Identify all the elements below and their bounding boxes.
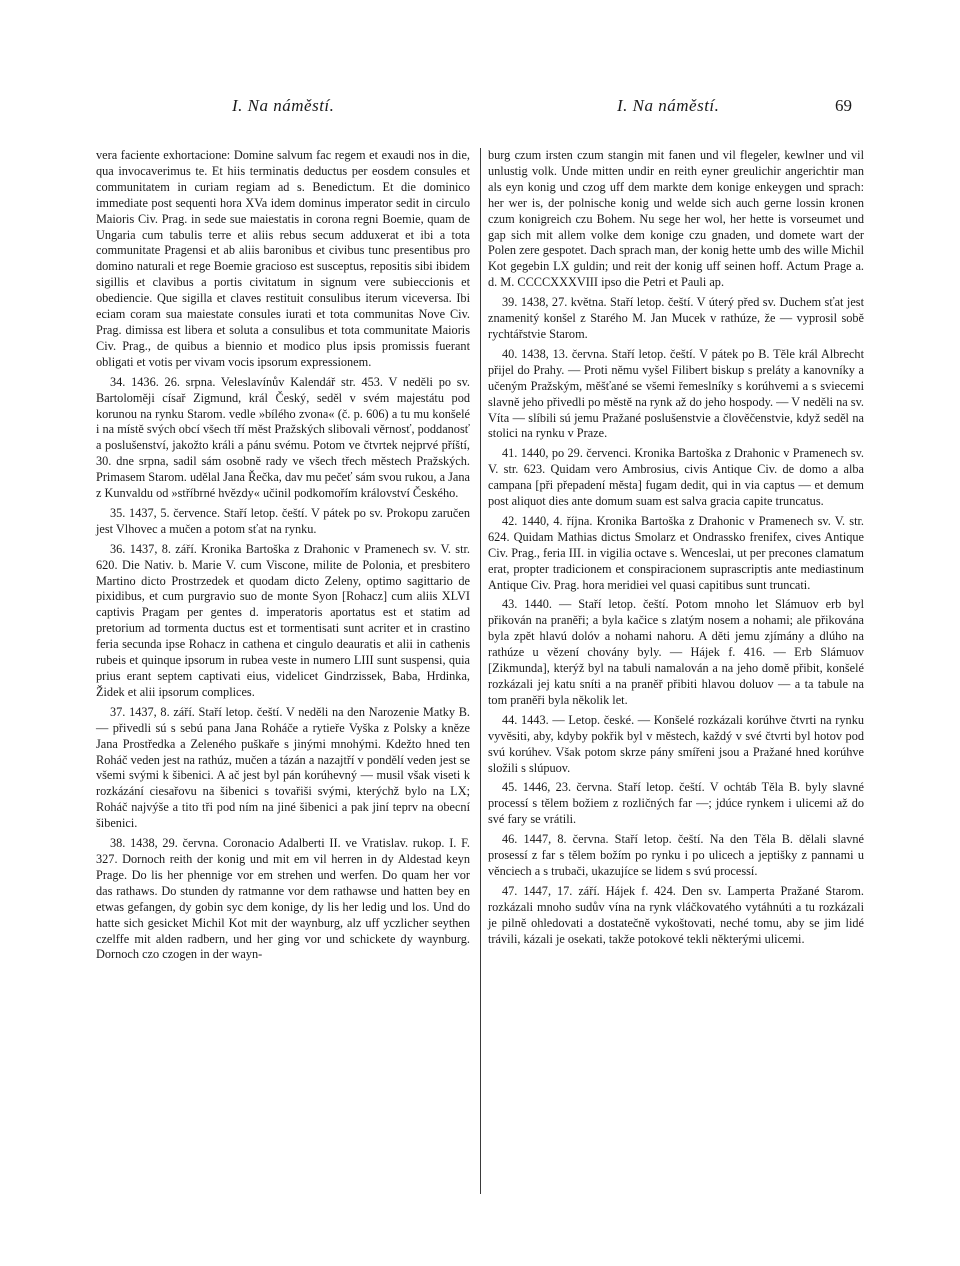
entry-39: 39. 1438, 27. května. Staří letop. čeští. V úterý před sv. Duchem sťat jest znamenitý konšel z Starého M. Jan Mucek v rathúze, že — vyprosil sobě rychtářstvie Starom. [488,295,864,341]
entry-41: 41. 1440, po 29. červenci. Kronika Bartoška z Drahonic v Pramenech sv. V. str. 623. Quidam vero Ambrosius, civis Antique Civ. de domo a alba campana [při přepadení města] fugam dedit, qui in via captus — et demum post aliquot dies ante domum suam est salva gracia capite truncatus. [488,446,864,509]
running-head-left: I. Na náměstí. [232,96,335,115]
entry-35: 35. 1437, 5. července. Staří letop. čeští. V pátek po sv. Prokopu zaručen jest Vlhovec a mučen a potom sťat na rynku. [96,505,470,536]
entry-46: 46. 1447, 8. června. Staří letop. čeští. Na den Těla B. dělali slavné prosessí z far s tělem božím po rynku i po ulicech a jeptišky z pannami u věnciech a s trubači, ukazujíce se lidem s svú processí. [488,832,864,878]
page-number: 69 [835,96,852,115]
running-head-right: I. Na náměstí. [617,96,720,115]
entry-43: 43. 1440. — Staří letop. čeští. Potom mnoho let Slámuov erb byl přikován na praněři; a byla kačice s zlatým nosem a nohami; ale přikována byla zpět hlavú dolóv a nohami nahoru. A děti jemu zjímány a dlúho na rathúze u vězení chovány byly. — Hájek f. 416. — Erb Slámuov [Zikmunda], kterýž byl na tabuli namalován a na jeho domě přibit, konšelé rozkázali jej katu sníti a na praněř přibiti hlavou doluov — a ta tabule na tom praněři byla několik let. [488,597,864,707]
entry-45: 45. 1446, 23. června. Staří letop. čeští. V ochtáb Těla B. byly slavné processí s tělem božiem z rozličných far —; jdúce rynkem i ulicemi až do své fary se vrátili. [488,780,864,827]
entry-36: 36. 1437, 8. září. Kronika Bartoška z Drahonic v Pramenech sv. V. str. 620. Die Nativ. b. Marie V. cum Viscone, milite de Polonia, et presbitero Martino dicto Prostrzedek et quodam dicto Zeleny, optimo sagittario de pixidibus, et cum purgravio suo de monte Syon [Rohacz] cum aliis XLVI captivis Pragam per gentes d. imperatoris aportatus est et statim ad pretorium ad tormenta ductus est et tormentisati sunt acriter et in crastino feria secunda ipse Rohacz in cathena et cingulo deauratis et alii in cathenis rubeis et quinque ipsorum in rubea veste in numero LIII sunt suspensi, quia prius erant septem captivati eius, videlicet Gindrzissek, Baba, Hrdinka, Židek et alii ipsorum complices. [96,541,470,699]
entry-34: 34. 1436. 26. srpna. Veleslavínův Kalendář str. 453. V neděli po sv. Bartoloměji císař Zigmund, král Český, seděl v svém majestátu pod korunou na rynku Starom. vedle »bílého zvona« (č. p. 606) a tu mu konšelé i na místě svých obcí všech tří měst Pražských slibovali věrnosť, poddanosť a poslušenství, jakožto králi a pánu svému. Potom ve čtvrtek nejprvé příští, 30. dne srpna, sadil sám osobně rady ve všech třech městech Pražských. Primasem Starom. udělal Jana Řečka, dav mu pečeť sám svou rukou, a Jana z Kunvaldu od »stříbrné hvězdy« učinil podkomořím království Českého. [96,374,470,501]
entry-40: 40. 1438, 13. června. Staří letop. čeští. V pátek po B. Těle král Albrecht přijel do Prahy. — Proti němu vyšel Filibert biskup s preláty a kanovníky a učeným Pražským, měšťané se všemi řemeslníky s korúhvemi a s sviecemi slavně jeho přivedli po městě na rynk až do jeho hospody. — V neděli na sv. Víta — slíbili sú jemu Pražané poslušenstvie a člověčenstvie, když seděl na stolici na rynku v Praze. [488,346,865,441]
column-divider [480,148,481,1194]
entry-37: 37. 1437, 8. září. Staří letop. čeští. V neděli na den Narozenie Matky B. — přivedli sú s sebú pana Jana Roháče a rytieře Vyška z Polsky a kněze Jana Prostředka a Zeleného puškaře s jinými mnohými. Kdežto hned ten Roháč veden jest na rathúz, mučen a tázán a nazajtří v pondělí veden jest se všemi svými k šibenici. A ač jest byl pán korúhevný — musil však viseti k rozkázání ciesařovu na šibenici s tovařiši svými, kterýchž bylo na LX; Roháč najvýše a tito tři pod ním na jiné šibenici a pak jiní teprv na obecní šibenici. [96,704,470,831]
entry-47: 47. 1447, 17. září. Hájek f. 424. Den sv. Lamperta Pražané Starom. rozkázali mnoho sudův vína na rynk vláčkovatého vytáhnúti a tu rozkázali je pilně ohledovati a dostatečně vykoštovati, neché tomu, aby se jim lidé trávili, kázali je osekati, takže potokové tekli některými ulicemi. [488,883,864,946]
paragraph: vera faciente exhortacione: Domine salvum fac regem et exaudi nos in die, qua invocaverimus te. Et hiis terminatis deductus per eosdem consules et communitatem in curiam regiam ad s. Benedictum. Et die dominico immediate post sequenti hora XVa idem dominus imperator sedit in circulo Maioris Civ. Prag. in sede sue maiestatis in corona regni Boemie, quam de Ungaria cum tabulis terre et aliis rebus secum adduxerat et ibi a tota communitate Pragensi et ab aliis baronibus et civibus tunc presentibus pro domino naturali et rege Boemie gracioso est susceptus, repositis sibi ibidem sigillis et clavibus a portis civitatum in signum vere subieccionis et obediencie. Que sigilla et claves restituit consulibus iterum viceversa. Ibi eciam coram sua maiestate consules iurati et tota communitas Nove Civ. Prag. dimissa est libera et soluta a consulibus et tota communitate Maioris Civ. Prag., de quibus a biennio et modico plus ipsis promissis fuerant obligati et votis per vivam vocis ipsorum expressionem. [96,148,470,369]
right-column [488,148,864,952]
left-column [96,148,470,967]
entry-42: 42. 1440, 4. října. Kronika Bartoška z Drahonic v Pramenech sv. V. str. 624. Quidam Mathias dictus Smolarz et Ondrassko frenifex, cives Antique Civ. Prag., feria III. in vigilia octave s. Wenceslai, ut per precones clamatum erat, propter tradicionem et conspiracionem suprascriptis ante mediastinum Antique Civ. Prag. hora meridiei vel quasi capitibus sunt truncati. [488,513,864,592]
paragraph: burg czum irsten czum stangin mit fanen und vil flegeler, kewlner und vil unlustig volk. Unde mitten undir en reith eyner greulichir angerichtir man als eyn konig und czog uff dem markte dem konige enkeygen und sprach: her wer is, der polnische konig und welde sich auch gerne lossin kronen czum konigreich czu Bohem. Nu sege her wol, her hette is vorseumet und gap sich mit allem volke dem konige czu gnaden, und domete wart der Polen zere gespotet. Dach sprach man, der konig hette umb des wille Michil Kot gegebin LX guldin; und reit der konig uff seinen hoff. Actum Prage a. d. M. CCCCXXXVIII ipso die Petri et Pauli ap. [488,148,864,290]
entry-38: 38. 1438, 29. června. Coronacio Adalberti II. ve Vratislav. rukop. I. F. 327. Dornoch reith der konig und mit em vil herren in dy Aldestad keyn Prage. Do lis her phennige vor em strehen und werfen. Do quam her vor das rathaws. Do stunden dy ratmanne vor dem rathawse und hatten bey en etwas gefangen, dy gobin syc dem konige, dy lis her ledig und los. Und do hatte sich gesicket Michil Kot mit der waynburg, alz uff yczlicher seythen czelffe mit alden radbern, und her ging vor und schickete dy waynburg. Dornoch czo czogen in der wayn- [96,836,470,962]
entry-44: 44. 1443. — Letop. české. — Konšelé rozkázali korúhve čtvrti na rynku vyvěsiti, aby, kdyby pokřik byl v městech, každý v své čtvrti byl hotov pod svú korúhev. Však potom skrze pány smířeni jsou a Pražané hned korúhve složili s slúpuov. [488,712,864,775]
